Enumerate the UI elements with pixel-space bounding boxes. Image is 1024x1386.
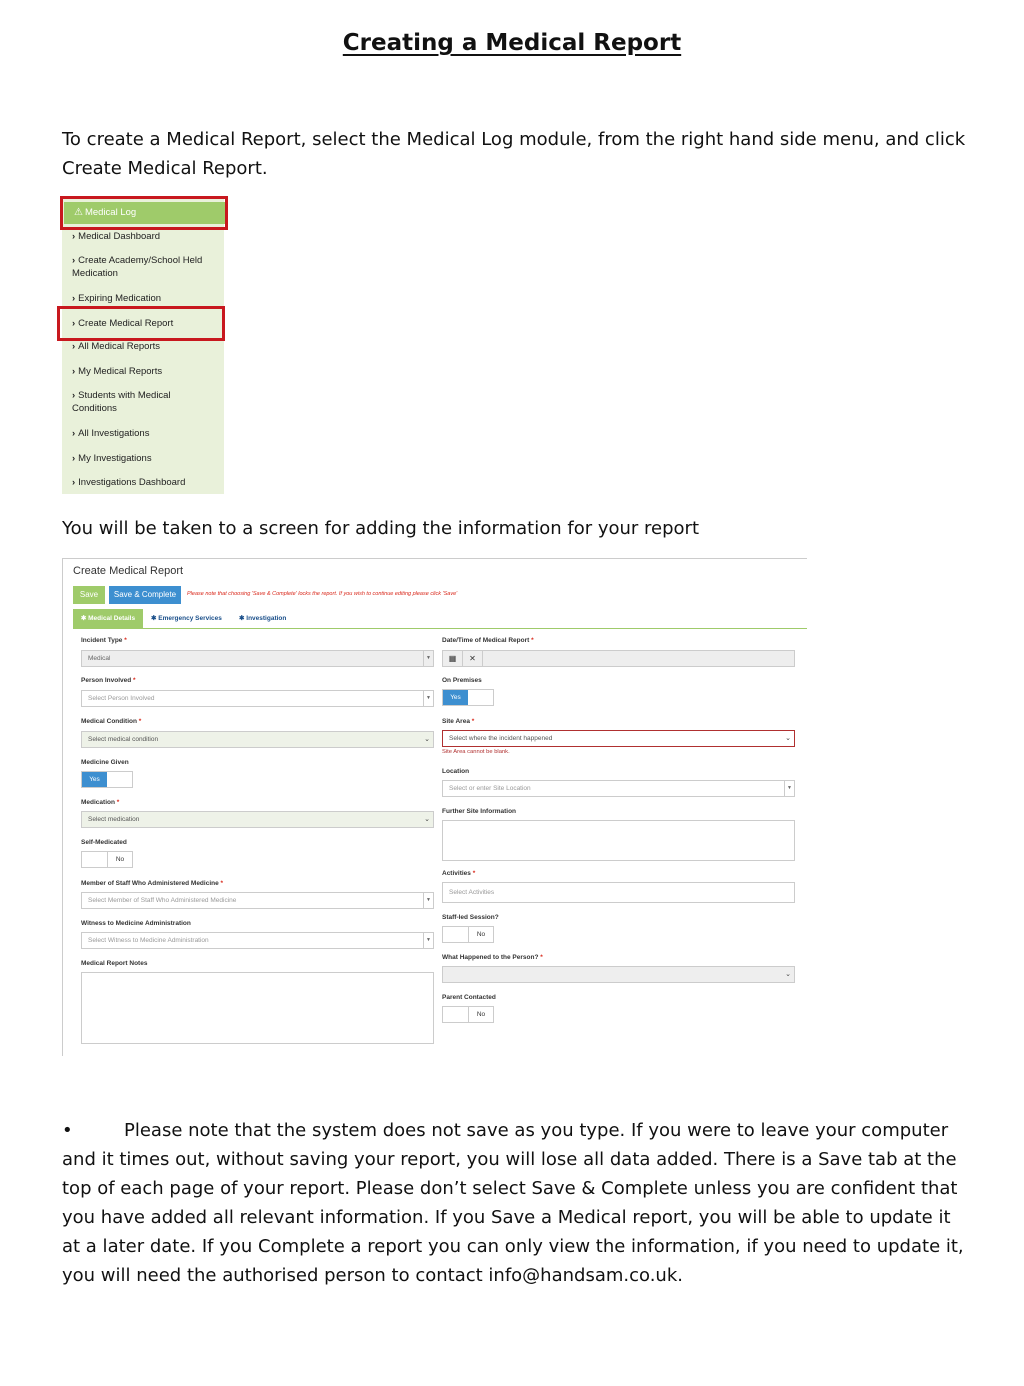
menu-item-medical-dashboard[interactable]: › Medical Dashboard	[72, 231, 161, 242]
on-premises-label: On Premises	[442, 677, 482, 684]
staff-led-label: Staff-led Session?	[442, 914, 499, 921]
lock-warning-note: Please note that choosing 'Save & Complete' locks the report. If you wish to continue editing please click 'Save'	[187, 591, 458, 597]
save-button[interactable]: Save	[73, 586, 105, 604]
tab-divider	[73, 628, 807, 629]
menu-item-investigations-dashboard[interactable]: › Investigations Dashboard	[72, 477, 186, 488]
chevron-right-icon: ›	[72, 428, 76, 439]
chevron-right-icon: ›	[72, 318, 76, 329]
chevron-right-icon: ›	[72, 231, 76, 242]
medication-select[interactable]: Select medication ⌄	[81, 811, 434, 828]
site-area-error: Site Area cannot be blank.	[442, 749, 510, 755]
what-happened-label: What Happened to the Person? *	[442, 954, 543, 961]
page-title: Creating a Medical Report	[342, 30, 682, 56]
tab-investigation[interactable]: ✱ Investigation	[239, 615, 287, 622]
caret-down-icon: ▼	[423, 933, 433, 948]
tab-emergency-services[interactable]: ✱ Emergency Services	[151, 615, 222, 622]
calendar-icon[interactable]: ▦	[443, 651, 463, 666]
menu-item-all-investigations[interactable]: › All Investigations	[72, 428, 150, 439]
chevron-down-icon: ⌄	[785, 971, 791, 978]
medical-log-menu-screenshot	[62, 198, 224, 494]
caret-down-icon: ▼	[423, 651, 433, 666]
witness-label: Witness to Medicine Administration	[81, 920, 191, 927]
form-title: Create Medical Report	[73, 565, 184, 577]
chevron-right-icon: ›	[72, 255, 76, 266]
menu-item-create-held-medication[interactable]: › Create Academy/School Held Medication	[72, 255, 203, 279]
site-area-label: Site Area *	[442, 718, 475, 725]
activities-label: Activities *	[442, 870, 476, 877]
site-area-select[interactable]: Select where the incident happened ⌄	[442, 730, 795, 747]
asterisk-icon: ✱	[151, 615, 159, 622]
asterisk-icon: ✱	[80, 615, 89, 622]
incident-type-select[interactable]: Medical ▼	[81, 650, 434, 667]
menu-item-my-investigations[interactable]: › My Investigations	[72, 453, 152, 464]
notes-label: Medical Report Notes	[81, 960, 148, 967]
highlight-create-medical-report	[57, 306, 225, 341]
medical-condition-select[interactable]: Select medical condition ⌄	[81, 731, 434, 748]
what-happened-select[interactable]	[442, 966, 795, 983]
person-involved-label: Person Involved *	[81, 677, 136, 684]
chevron-right-icon: ›	[72, 477, 76, 488]
menu-item-all-medical-reports[interactable]: › All Medical Reports	[72, 341, 161, 352]
intro-paragraph: To create a Medical Report, select the Medical Log module, from the right hand side menu, and click Create Medical Report.	[62, 129, 966, 179]
warning-icon: ⚠	[74, 207, 83, 218]
chevron-down-icon: ⌄	[785, 735, 791, 742]
further-info-textarea[interactable]	[442, 820, 795, 861]
medication-label: Medication *	[81, 799, 120, 806]
bullet-point: •	[62, 1120, 73, 1141]
self-medicated-toggle[interactable]: No	[81, 851, 133, 868]
note-paragraph: • Please note that the system does not save as you type. If you were to leave your computer and it times out, without saving your report, you will lose all data added. There is a Save tab at the top of each page of your report. Please don’t select Save & Complete unless you are confident that you have added all relevant information. If you Save a Medical report, you will be able to update it at a later date. If you Complete a report you can only view the information, if you need to update it, you will need the authorised person to contact info@handsam.co.uk.	[62, 1116, 972, 1290]
chevron-right-icon: ›	[72, 366, 76, 377]
person-involved-select[interactable]: Select Person Involved ▼	[81, 690, 434, 707]
menu-item-students-medical-conditions[interactable]: › Students with Medical Conditions	[72, 390, 171, 414]
medical-condition-label: Medical Condition *	[81, 718, 142, 725]
highlight-medical-log	[60, 196, 228, 230]
staff-led-toggle[interactable]: No	[442, 926, 494, 943]
staff-administered-label: Member of Staff Who Administered Medicine *	[81, 880, 224, 887]
medicine-given-label: Medicine Given	[81, 759, 129, 766]
chevron-right-icon: ›	[72, 453, 76, 464]
menu-item-my-medical-reports[interactable]: › My Medical Reports	[72, 366, 163, 377]
on-premises-toggle[interactable]: Yes	[442, 689, 494, 706]
incident-type-label: Incident Type *	[81, 637, 127, 644]
caret-down-icon: ▼	[423, 691, 433, 706]
witness-select[interactable]: Select Witness to Medicine Administration ▼	[81, 932, 434, 949]
tab-medical-details[interactable]: ✱ Medical Details	[73, 609, 143, 629]
parent-contacted-toggle[interactable]: No	[442, 1006, 494, 1023]
clear-icon[interactable]: ✕	[463, 651, 483, 666]
datetime-label: Date/Time of Medical Report *	[442, 637, 534, 644]
location-select[interactable]: Select or enter Site Location ▼	[442, 780, 795, 797]
notes-textarea[interactable]	[81, 972, 434, 1044]
activities-input[interactable]: Select Activities	[442, 882, 795, 903]
menu-header-medical-log[interactable]: ⚠ Medical Log	[64, 202, 226, 224]
chevron-right-icon: ›	[72, 293, 76, 304]
menu-item-create-medical-report[interactable]: › Create Medical Report	[72, 318, 174, 329]
self-medicated-label: Self-Medicated	[81, 839, 127, 846]
caret-down-icon: ▼	[784, 781, 794, 796]
create-medical-report-screenshot	[62, 558, 807, 1056]
chevron-down-icon: ⌄	[424, 736, 430, 743]
chevron-down-icon: ⌄	[424, 816, 430, 823]
parent-contacted-label: Parent Contacted	[442, 994, 496, 1001]
chevron-right-icon: ›	[72, 390, 76, 401]
location-label: Location	[442, 768, 470, 775]
datetime-field[interactable]	[442, 650, 795, 667]
menu-item-expiring-medication[interactable]: › Expiring Medication	[72, 293, 162, 304]
chevron-right-icon: ›	[72, 341, 76, 352]
further-info-label: Further Site Information	[442, 808, 517, 815]
staff-administered-select[interactable]: Select Member of Staff Who Administered Medicine ▼	[81, 892, 434, 909]
caret-down-icon: ▼	[423, 893, 433, 908]
medicine-given-toggle[interactable]: Yes	[81, 771, 133, 788]
save-complete-button[interactable]: Save & Complete	[109, 586, 181, 604]
second-paragraph: You will be taken to a screen for adding the information for your report	[62, 518, 700, 539]
asterisk-icon: ✱	[239, 615, 247, 622]
